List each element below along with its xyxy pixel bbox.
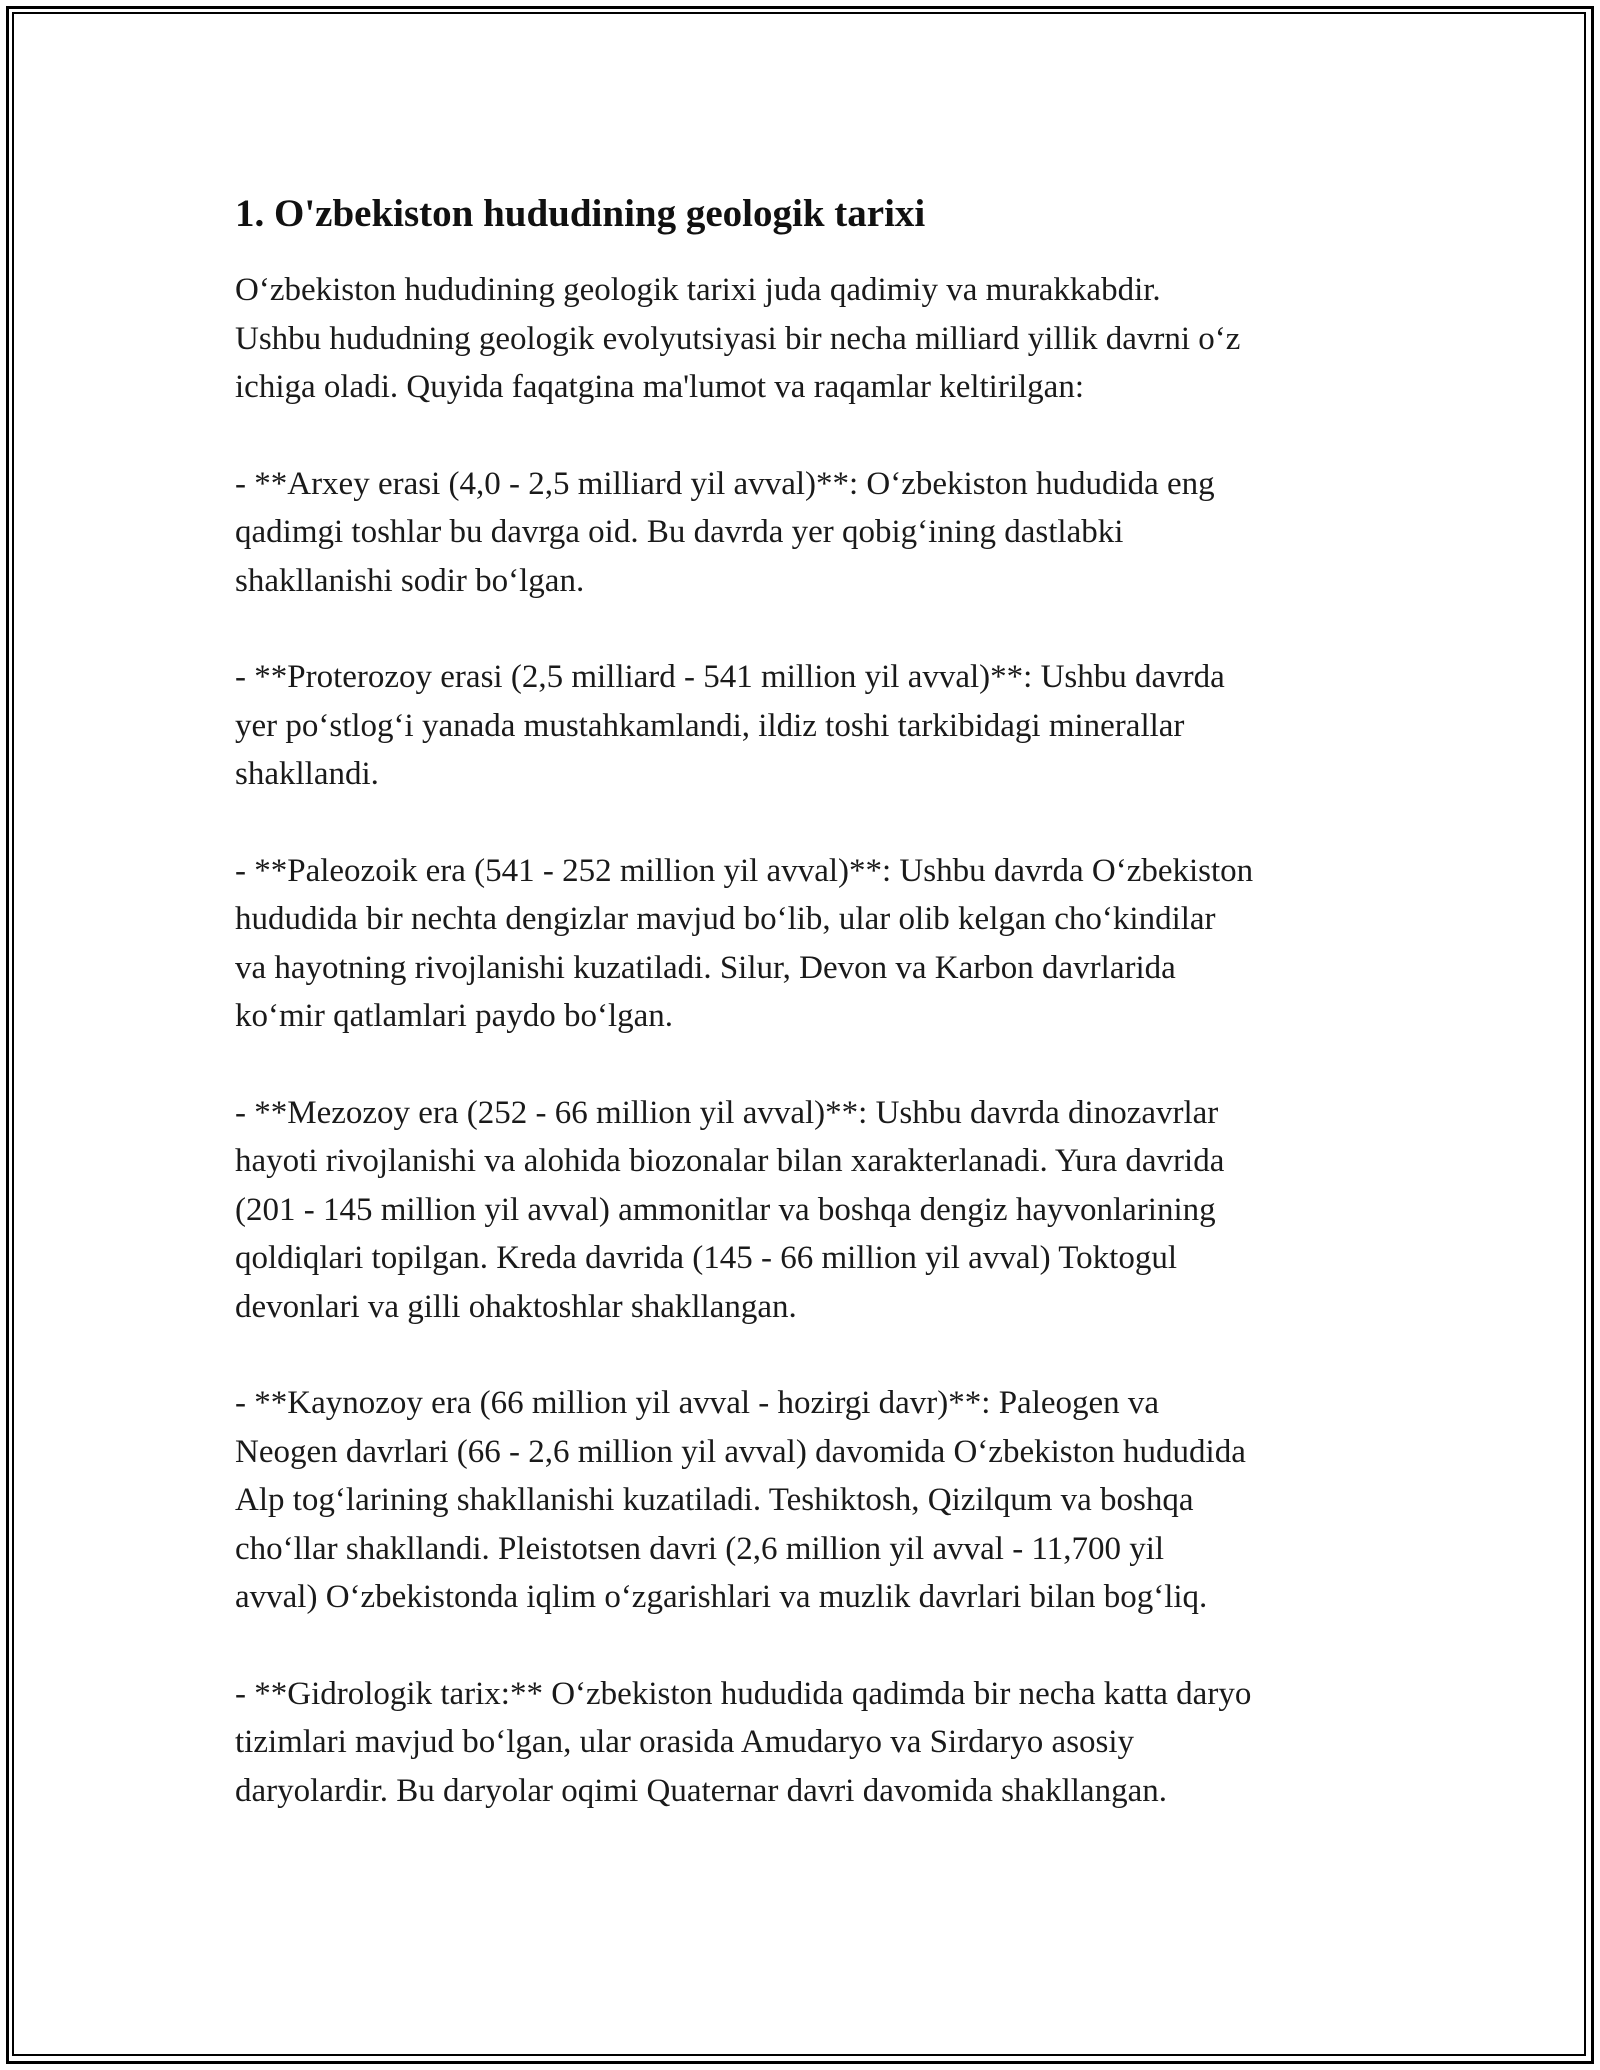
paragraph-paleozoik: - **Paleozoik era (541 - 252 million yil avval)**: Ushbu davrda O‘zbekiston hududida bir nechta dengizlar mavjud bo‘lib, ular olib kelgan cho‘kindilar va hayotning rivojlanishi kuzatiladi. Silur, Devon va Karbon davrlarida ko‘mir qatlamlari paydo bo‘lgan. (235, 852, 1254, 1034)
document-body (235, 188, 1385, 1863)
document-title: 1. O'zbekiston hududining geologik tarixi (235, 192, 926, 235)
paragraph-intro: O‘zbekiston hududining geologik tarixi juda qadimiy va murakkabdir. Ushbu hududning geologik evolyutsiyasi bir necha milliard yillik davrni o‘z ichiga oladi. Quyida faqatgina ma'lumot va raqamlar keltirilgan: (235, 272, 1241, 405)
paragraph-proterozoy: - **Proterozoy erasi (2,5 milliard - 541 million yil avval)**: Ushbu davrda yer po‘stlog‘i yanada mustahkamlandi, ildiz toshi tarkibidagi minerallar shakllandi. (235, 659, 1225, 792)
paragraph-arxey: - **Arxey erasi (4,0 - 2,5 milliard yil avval)**: O‘zbekiston hududida eng qadimgi toshlar bu davrga oid. Bu davrda yer qobig‘ining dastlabki shakllanishi sodir bo‘lgan. (235, 465, 1215, 599)
paragraph-gidrologik: - **Gidrologik tarix:** O‘zbekiston hududida qadimda bir necha katta daryo tizimlari mavjud bo‘lgan, ular orasida Amudaryo va Sirdaryo asosiy daryolardir. Bu daryolar oqimi Quaternar davri davomida shakllangan. (235, 1675, 1252, 1809)
paragraph-mezozoy: - **Mezozoy era (252 - 66 million yil avval)**: Ushbu davrda dinozavrlar hayoti rivojlanishi va alohida biozonalar bilan xarakterlanadi. Yura davrida (201 - 145 million yil avval) ammonitlar va boshqa dengiz hayvonlarining qoldiqlari topilgan. Kreda davrida (145 - 66 million yil avval) Toktogul devonlari va gilli ohaktoshlar shakllangan. (235, 1094, 1225, 1325)
paragraph-kaynozoy: - **Kaynozoy era (66 million yil avval - hozirgi davr)**: Paleogen va Neogen davrlari (66 - 2,6 million yil avval) davomida O‘zbekiston hududida Alp tog‘larining shakllanishi kuzatiladi. Teshiktosh, Qizilqum va boshqa cho‘llar shakllandi. Pleistotsen davri (2,6 million yil avval - 11,700 yil avval) O‘zbekistonda iqlim o‘zgarishlari va muzlik davrlari bilan bog‘liq. (235, 1385, 1246, 1615)
